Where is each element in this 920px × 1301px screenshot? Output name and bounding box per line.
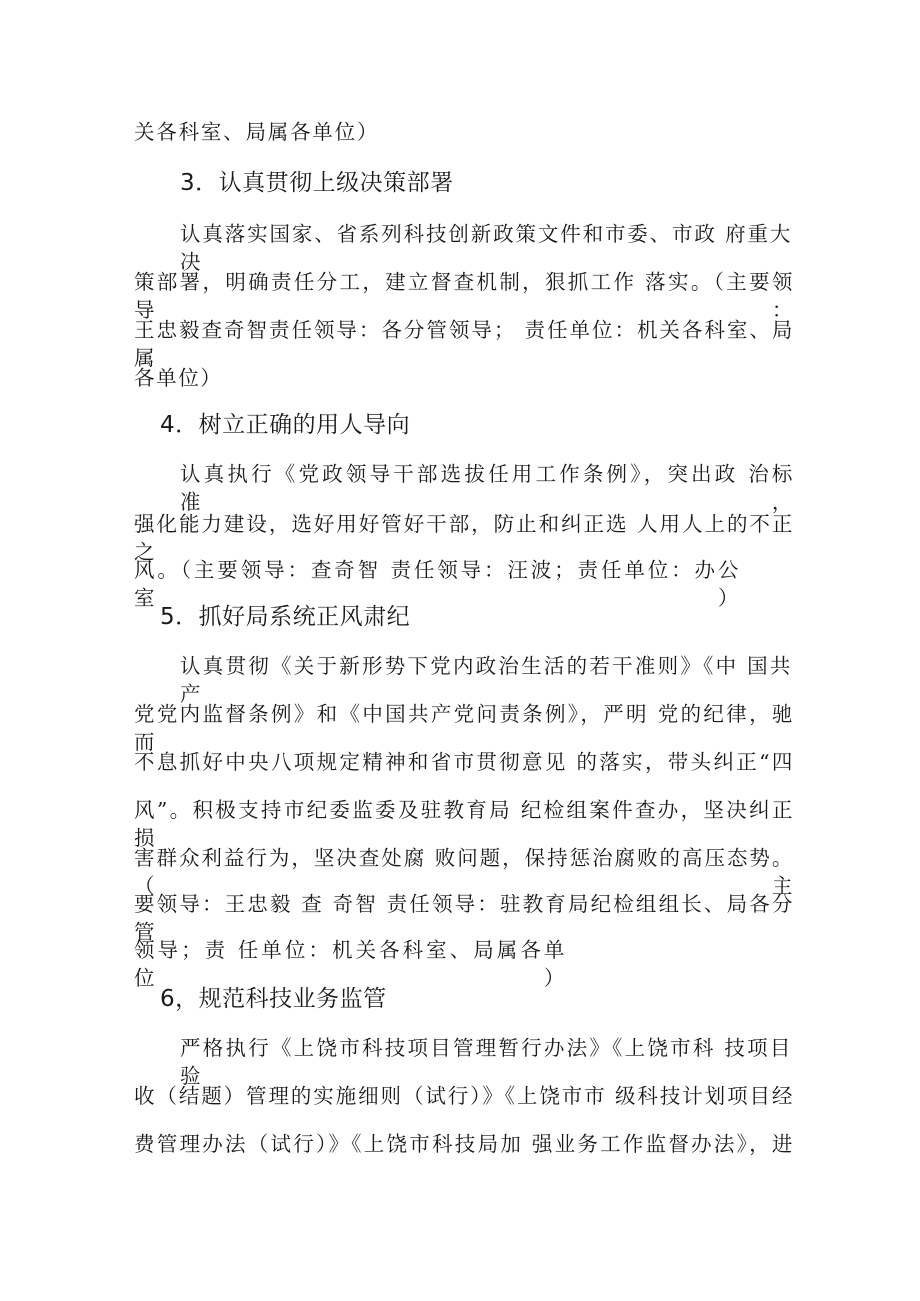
section-heading-6: 6，规范科技业务监管 <box>160 986 387 1012</box>
section-heading-3: 3．认真贯彻上级决策部署 <box>180 170 454 196</box>
paragraph-line: 收（结题）管理的实施细则（试行）》《上饶市市 级科技计划项目经 <box>134 1084 794 1108</box>
paragraph-line: 领导；责 任单位：机关各科室、局属各单位） <box>134 938 566 990</box>
paragraph-line: 认真执行《党政领导干部选拔任用工作条例》，突出政 治标准， <box>180 462 794 514</box>
paragraph-line: 认真落实国家、省系列科技创新政策文件和市委、市政 府重大决 <box>180 222 792 274</box>
paragraph-line: 各单位） <box>134 366 223 390</box>
paragraph-line: 害群众利益行为，坚决查处腐 败问题，保持惩治腐败的高压态势。（主 <box>134 846 794 898</box>
paragraph-line: 党党内监督条例》和《中国共产党问责条例》，严明 党的纪律，驰而 <box>134 702 794 754</box>
paragraph-line: 强化能力建设，选好用好管好干部，防止和纠正选 人用人上的不正之 <box>134 512 794 564</box>
paragraph-line: 王忠毅查奇智责任领导：各分管领导； 责任单位：机关各科室、局属 <box>134 318 794 370</box>
paragraph-line: 不息抓好中央八项规定精神和省市贯彻意见 的落实，带头纠正“四 <box>134 750 794 774</box>
paragraph-line: 费管理办法（试行）》《上饶市科技局加 强业务工作监督办法》，进 <box>134 1132 794 1156</box>
section-heading-5: 5．抓好局系统正风肃纪 <box>160 604 411 630</box>
paragraph-line: 要领导：王忠毅 查 奇智 责任领导：驻教育局纪检组组长、局各分管 <box>134 892 794 944</box>
paragraph-line: 风。（主要领导：查奇智 责任领导：汪波；责任单位：办公室） <box>134 558 740 610</box>
section-heading-4: 4．树立正确的用人导向 <box>160 412 411 438</box>
paragraph-line: 认真贯彻《关于新形势下党内政治生活的若干准则》《中 国共产 <box>180 654 792 706</box>
paragraph-line: 关各科室、局属各单位） <box>134 120 379 144</box>
paragraph-line: 严格执行《上饶市科技项目管理暂行办法》《上饶市科 技项目验 <box>180 1036 792 1088</box>
paragraph-line: 风”。积极支持市纪委监委及驻教育局 纪检组案件查办，坚决纠正损 <box>134 798 794 850</box>
paragraph-line: 策部署，明确责任分工，建立督查机制，狠抓工作 落实。（主要领导： <box>134 270 794 322</box>
